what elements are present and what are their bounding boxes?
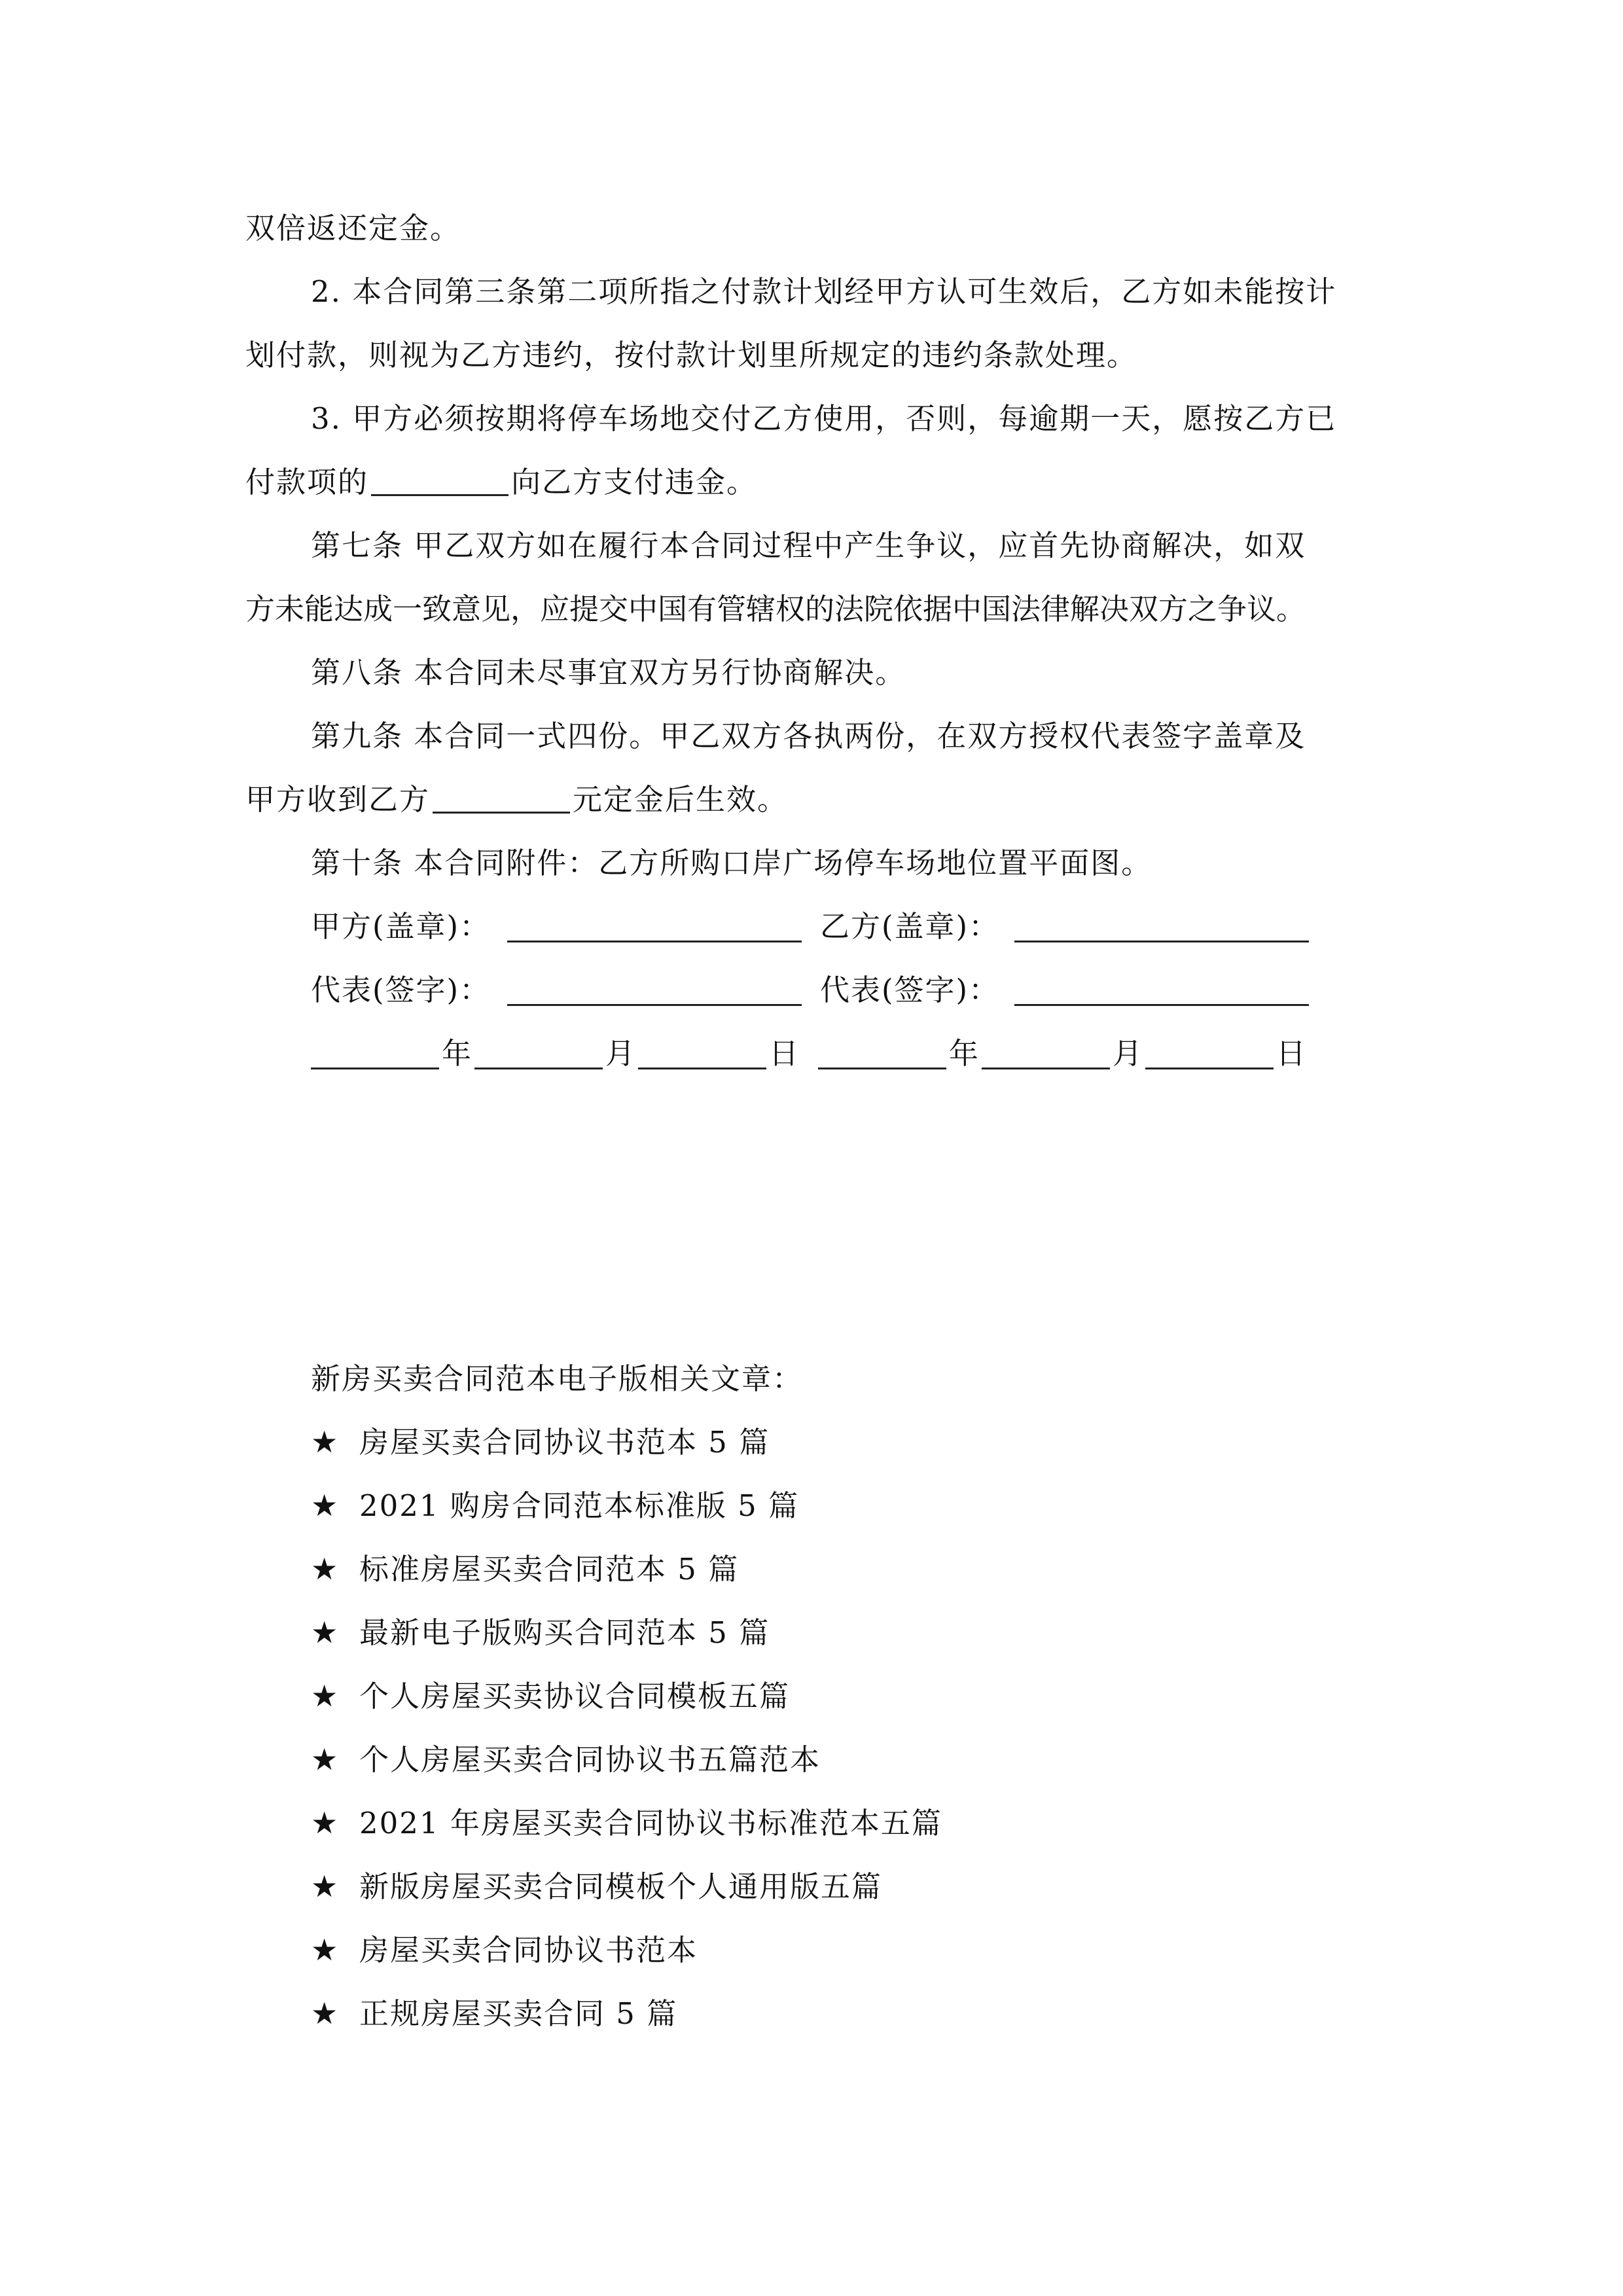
- year-a-blank: [311, 1028, 439, 1069]
- day-a-blank: [638, 1028, 766, 1069]
- related-article-title: 个人房屋买卖协议合同模板五篇: [359, 1679, 791, 1713]
- related-article-link[interactable]: [311, 1537, 942, 1601]
- star-icon: ★: [311, 1424, 340, 1460]
- related-article-title: 最新电子版购买合同范本 5 篇: [359, 1615, 770, 1650]
- day-a-label: 日: [769, 1036, 800, 1071]
- year-b-label: 年: [949, 1036, 980, 1071]
- star-icon: ★: [311, 1805, 340, 1840]
- text-line: 2. 本合同第三条第二项所指之付款计划经甲方认可生效后，乙方如未能按计: [311, 274, 1337, 309]
- rep-b-label: 代表(签字)：: [820, 973, 1000, 1007]
- text-line: 方未能达成一致意见，应提交中国有管辖权的法院依据中国法律解决双方之争议。: [245, 592, 1306, 626]
- related-articles-title: 新房买卖合同范本电子版相关文章：: [311, 1361, 804, 1396]
- text-line: 3. 甲方必须按期将停车场地交付乙方使用，否则，每逾期一天，愿按乙方已: [311, 401, 1337, 436]
- star-icon: ★: [311, 1615, 340, 1650]
- year-a-label: 年: [442, 1036, 473, 1071]
- star-icon: ★: [311, 1742, 340, 1777]
- text-line: 甲方收到乙方: [245, 782, 431, 817]
- star-icon: ★: [311, 1678, 340, 1713]
- text-line: 付款项的: [245, 465, 369, 499]
- month-b-label: 月: [1113, 1036, 1144, 1071]
- related-article-title: 房屋买卖合同协议书范本: [359, 1933, 698, 1967]
- text-line: 双倍返还定金。: [245, 211, 461, 245]
- clause-3: [245, 387, 1397, 514]
- rep-a-signature-line: [507, 965, 802, 1006]
- day-b-blank: [1145, 1028, 1274, 1069]
- party-b-signature-line: [1014, 901, 1309, 942]
- related-article-link[interactable]: [311, 1474, 942, 1537]
- text-line: 第九条 本合同一式四份。甲乙双方各执两份，在双方授权代表签字盖章及: [311, 719, 1306, 753]
- text-line: 向乙方支付违金。: [511, 465, 758, 499]
- text-line: 划付款，则视为乙方违约，按付款计划里所规定的违约条款处理。: [245, 338, 1138, 372]
- related-article-link[interactable]: [311, 1601, 942, 1664]
- star-icon: ★: [311, 1869, 340, 1904]
- related-article-title: 个人房屋买卖合同协议书五篇范本: [359, 1742, 821, 1777]
- text-line: 第十条 本合同附件：乙方所购口岸广场停车场地位置平面图。: [311, 846, 1152, 880]
- related-article-title: 2021 购房合同范本标准版 5 篇: [359, 1488, 800, 1523]
- star-icon: ★: [311, 1996, 340, 2031]
- fill-in-blank: [433, 785, 570, 814]
- article-7: [245, 514, 1423, 641]
- related-article-title: 正规房屋买卖合同 5 篇: [359, 1996, 678, 2031]
- related-article-link[interactable]: [311, 1982, 942, 2045]
- rep-a-label: 代表(签字)：: [311, 973, 491, 1007]
- article-9: [245, 704, 1397, 831]
- related-article-link[interactable]: [311, 1918, 942, 1982]
- related-article-link[interactable]: [311, 1855, 942, 1918]
- signature-row-date: [311, 1022, 1423, 1085]
- party-a-label: 甲方(盖章)：: [311, 909, 491, 944]
- signature-row-party: [311, 895, 1423, 958]
- related-article-title: 新版房屋买卖合同模板个人通用版五篇: [359, 1869, 883, 1904]
- clause-2: [245, 260, 1397, 387]
- related-article-title: 标准房屋买卖合同范本 5 篇: [359, 1552, 740, 1587]
- rep-b-signature-line: [1014, 965, 1309, 1006]
- star-icon: ★: [311, 1488, 340, 1523]
- signature-row-rep: [311, 958, 1423, 1022]
- related-article-link[interactable]: [311, 1791, 942, 1855]
- related-article-title: 2021 年房屋买卖合同协议书标准范本五篇: [359, 1806, 942, 1840]
- paragraph-continuation: [245, 196, 1397, 260]
- article-10: [245, 831, 1397, 895]
- day-b-label: 日: [1276, 1036, 1308, 1071]
- party-b-label: 乙方(盖章)：: [820, 909, 1000, 944]
- party-a-signature-line: [507, 901, 802, 942]
- star-icon: ★: [311, 1551, 340, 1587]
- month-b-blank: [982, 1028, 1110, 1069]
- text-line: 第八条 本合同未尽事宜双方另行协商解决。: [311, 655, 906, 690]
- related-article-title: 房屋买卖合同协议书范本 5 篇: [359, 1425, 770, 1460]
- year-b-blank: [818, 1028, 946, 1069]
- text-line: 第七条 甲乙双方如在履行本合同过程中产生争议，应首先协商解决，如双: [311, 528, 1306, 563]
- related-article-link[interactable]: [311, 1410, 942, 1474]
- text-line: 元定金后生效。: [573, 782, 789, 817]
- related-article-link[interactable]: [311, 1728, 942, 1791]
- related-articles-list: [311, 1410, 942, 2045]
- fill-in-blank: [371, 468, 508, 496]
- star-icon: ★: [311, 1932, 340, 1967]
- related-article-link[interactable]: [311, 1664, 942, 1728]
- month-a-blank: [474, 1028, 603, 1069]
- article-8: [245, 641, 1397, 704]
- month-a-label: 月: [605, 1036, 637, 1071]
